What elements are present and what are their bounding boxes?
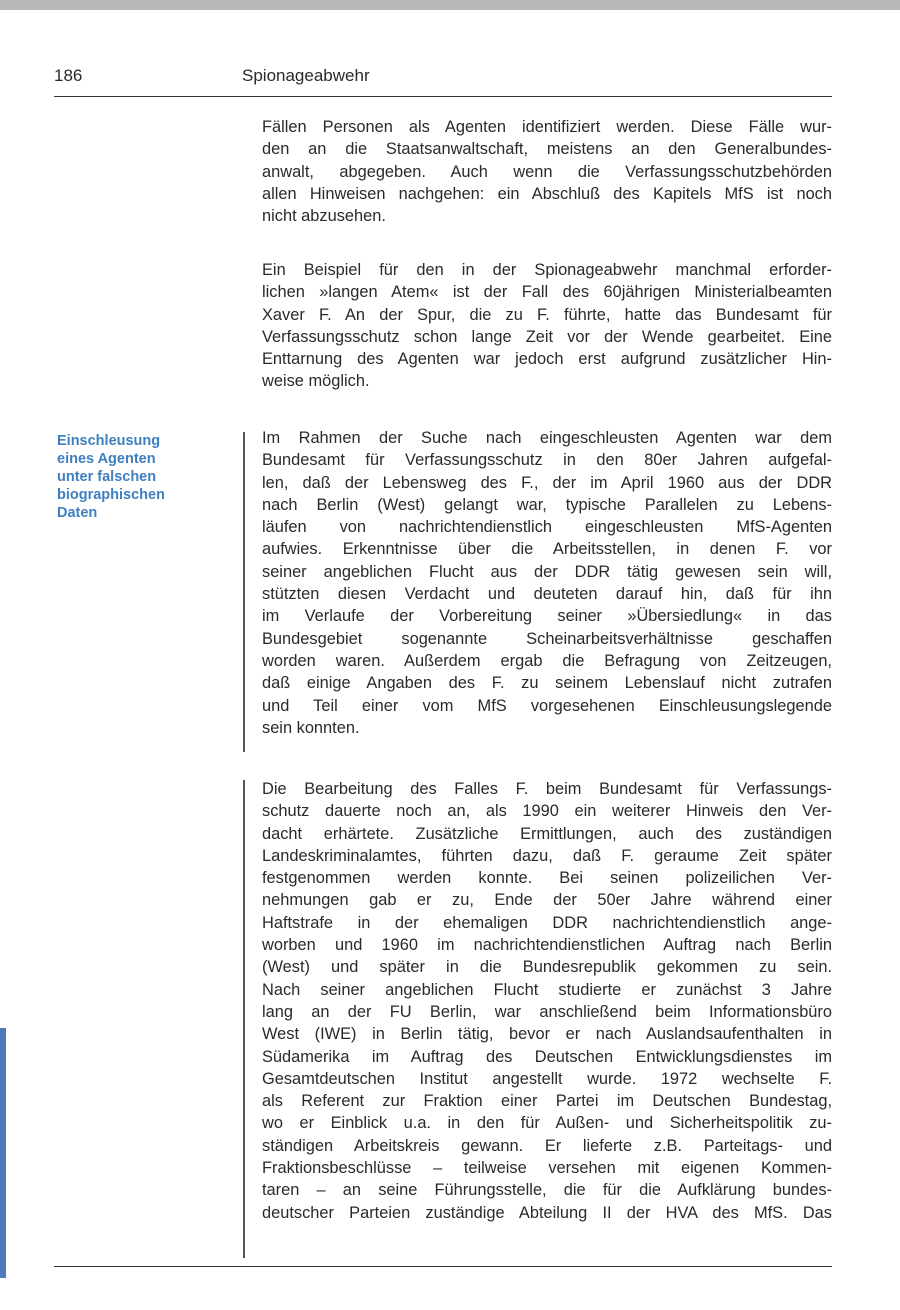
change-bar xyxy=(243,432,245,752)
text-line: Fraktionsbeschlüsse – teilweise versehen mit eigenen Kommen- xyxy=(262,1159,832,1178)
top-edge-rule xyxy=(0,0,900,10)
text-line: allen Hinweisen nachgehen: ein Abschluß des Kapitels MfS ist noch xyxy=(262,184,832,203)
text-line: worden waren. Außerdem ergab die Befragung von Zeitzeugen, xyxy=(262,651,832,670)
text-line: worben und 1960 im nachrichtendienstlichen Auftrag nach Berlin xyxy=(262,936,832,955)
text-line: stützten diesen Verdacht und deuteten darauf hin, daß für ihn xyxy=(262,585,832,604)
text-line: nach Berlin (West) gelangt war, typische Parallelen zu Lebens- xyxy=(262,495,832,514)
text-line: Fällen Personen als Agenten identifiziert werden. Diese Fälle wur- xyxy=(262,118,832,136)
header-rule xyxy=(54,96,832,97)
margin-note-line: Daten xyxy=(57,505,98,521)
margin-note-line: Einschleusung xyxy=(57,433,161,449)
text-line: West (IWE) in Berlin tätig, bevor er nach Auslandsaufenthalten in xyxy=(262,1025,832,1044)
text-line: den an die Staatsanwaltschaft, meistens an den Generalbundes- xyxy=(262,140,832,159)
text-line: Nach seiner angeblichen Flucht studierte er zunächst 3 Jahre xyxy=(262,980,832,999)
paragraph-3 xyxy=(262,427,832,739)
paragraph-1 xyxy=(262,116,832,227)
text-line: lichen »langen Atem« ist der Fall des 60jährigen Ministerialbeamten xyxy=(262,283,832,302)
text-line: Enttarnung des Agenten war jedoch erst aufgrund zusätzlicher Hin- xyxy=(262,350,832,369)
paragraph-4 xyxy=(262,778,832,1224)
text-line: daß einige Angaben des F. zu seinem Lebenslauf nicht zutrafen xyxy=(262,674,832,693)
text-line: wo er Einblick u.a. in den für Außen- und Sicherheitspolitik zu- xyxy=(262,1114,832,1133)
change-bar xyxy=(243,780,245,1258)
text-line: nehmungen gab er zu, Ende der 50er Jahre während einer xyxy=(262,891,832,910)
text-line: Verfassungsschutz schon lange Zeit vor der Wende gearbeitet. Eine xyxy=(262,327,832,346)
text-line: Haftstrafe in der ehemaligen DDR nachrichtendienstlich ange- xyxy=(262,913,832,932)
text-line: sein konnten. xyxy=(262,718,360,737)
text-line: Bundesgebiet sogenannte Scheinarbeitsverhältnisse geschaffen xyxy=(262,629,832,648)
running-title: Spionageabwehr xyxy=(242,66,370,85)
text-line: ständigen Arbeitskreis gewann. Er lieferte z.B. Parteitags- und xyxy=(262,1136,832,1155)
text-line: weise möglich. xyxy=(262,372,370,391)
text-line: läufen von nachrichtendienstlich eingeschleusten MfS-Agenten xyxy=(262,518,832,537)
text-line: dacht erhärtete. Zusätzliche Ermittlungen, auch des zuständigen xyxy=(262,824,832,843)
margin-note xyxy=(57,432,207,522)
text-line: schutz dauerte noch an, als 1990 ein weiterer Hinweis den Ver- xyxy=(262,802,832,821)
text-line: anwalt, abgegeben. Auch wenn die Verfassungsschutzbehörden xyxy=(262,162,832,181)
text-line: (West) und später in die Bundesrepublik gekommen zu sein. xyxy=(262,958,832,977)
text-line: lang an der FU Berlin, war anschließend beim Informationsbüro xyxy=(262,1002,832,1021)
text-line: Bundesamt für Verfassungsschutz in den 80er Jahren aufgefal- xyxy=(262,451,832,470)
text-line: nicht abzusehen. xyxy=(262,207,386,226)
text-line: Ein Beispiel für den in der Spionageabwehr manchmal erforder- xyxy=(262,261,832,279)
text-line: Gesamtdeutschen Institut angestellt wurde. 1972 wechselte F. xyxy=(262,1069,832,1088)
text-line: len, daß der Lebensweg des F., der im April 1960 aus der DDR xyxy=(262,473,832,492)
paragraph-2 xyxy=(262,259,832,393)
text-line: Südamerika im Auftrag des Deutschen Entwicklungsdienstes im xyxy=(262,1047,832,1066)
text-line: Die Bearbeitung des Falles F. beim Bundesamt für Verfassungs- xyxy=(262,780,832,798)
text-line: im Verlaufe der Vorbereitung seiner »Übersiedlung« in das xyxy=(262,607,832,626)
margin-note-line: biographischen xyxy=(57,487,165,503)
margin-note-line: eines Agenten xyxy=(57,451,156,467)
margin-note-line: unter falschen xyxy=(57,469,157,485)
text-line: Landeskriminalamtes, führten dazu, daß F. geraume Zeit später xyxy=(262,846,832,865)
text-line: und Teil einer vom MfS vorgesehenen Einschleusungslegende xyxy=(262,696,832,715)
text-line: Im Rahmen der Suche nach eingeschleusten Agenten war dem xyxy=(262,429,832,447)
text-line: seiner angeblichen Flucht aus der DDR tätig gewesen sein will, xyxy=(262,562,832,581)
page-number: 186 xyxy=(54,66,83,85)
text-line: deutscher Parteien zuständige Abteilung II der HVA des MfS. Das xyxy=(262,1203,832,1222)
text-line: Xaver F. An der Spur, die zu F. führte, hatte das Bundesamt für xyxy=(262,305,832,324)
text-line: aufwies. Erkenntnisse über die Arbeitsstellen, in denen F. vor xyxy=(262,540,832,559)
footer-rule xyxy=(54,1266,832,1267)
text-line: festgenommen werden konnte. Bei seinen polizeilichen Ver- xyxy=(262,869,832,888)
text-line: taren – an seine Führungsstelle, die für die Aufklärung bundes- xyxy=(262,1181,832,1200)
blue-edge-bar xyxy=(0,1028,6,1278)
text-line: als Referent zur Fraktion einer Partei im Deutschen Bundestag, xyxy=(262,1092,832,1111)
